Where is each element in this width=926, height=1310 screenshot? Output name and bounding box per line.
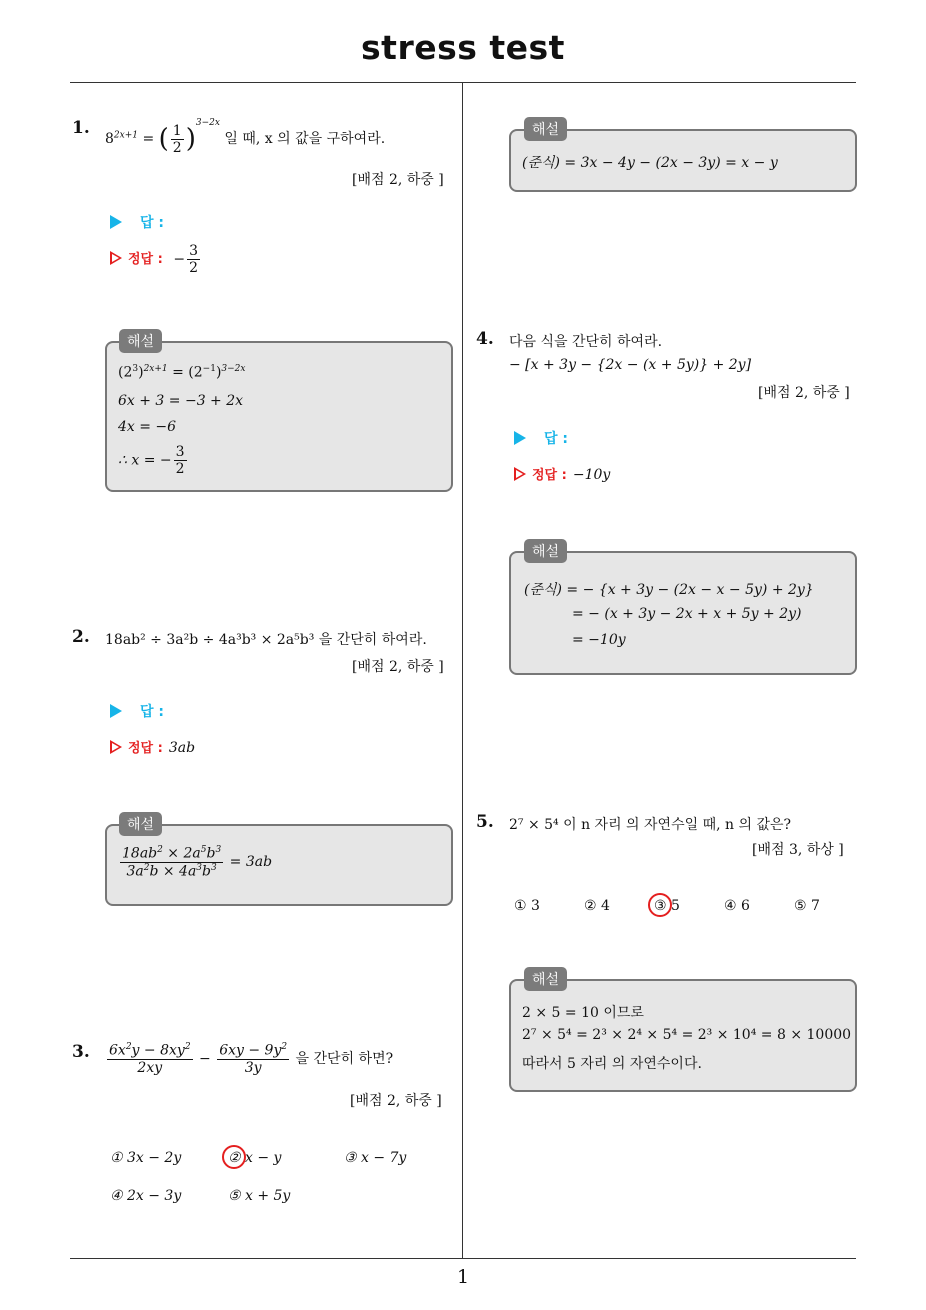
explanation-line: 2⁷ × 5⁴ = 2³ × 2⁴ × 5⁴ = 2³ × 10⁴ = 8 × 10000 bbox=[522, 1027, 852, 1043]
question-text-tail: 을 간단히 하면? bbox=[295, 1050, 394, 1067]
option-2[interactable]: ② x − y bbox=[228, 1150, 282, 1166]
play-icon bbox=[110, 215, 122, 229]
question-meta: [배점 2, 하중 ] bbox=[352, 172, 444, 188]
column-divider bbox=[462, 83, 463, 1259]
question-text: 다음 식을 간단히 하여라. bbox=[509, 334, 663, 350]
explanation-tag: 해설 bbox=[524, 117, 567, 141]
question-number: 2. bbox=[72, 627, 90, 647]
explanation-tag: 해설 bbox=[524, 967, 567, 991]
explanation-line: 6x + 3 = −3 + 2x bbox=[118, 393, 244, 409]
question-meta: [배점 2, 하중 ] bbox=[758, 385, 850, 401]
option-2[interactable]: ② 4 bbox=[584, 898, 610, 914]
option-3[interactable]: ③ 5 bbox=[654, 898, 680, 914]
play-icon bbox=[110, 704, 122, 718]
option-4[interactable]: ④ 2x − 3y bbox=[110, 1188, 182, 1204]
explanation-line: ∴ x = − $\frac{3}{2}$ bbox=[118, 444, 185, 477]
question-meta: [배점 3, 하상 ] bbox=[752, 842, 844, 858]
explanation-tag: 해설 bbox=[524, 539, 567, 563]
question-text: $\frac{6x^2y - 8xy^2}{2xy}$ − $\frac{6xy - 9y^2}{3y}$ 을 간단히 하면? bbox=[109, 1042, 394, 1076]
explanation-line: = −10y bbox=[572, 632, 626, 648]
option-1[interactable]: ① 3 bbox=[514, 898, 540, 914]
question-number: 5. bbox=[476, 812, 494, 832]
hollow-triangle-icon bbox=[514, 467, 526, 481]
page-title: stress test bbox=[361, 28, 565, 67]
selected-answer-circle bbox=[222, 1145, 246, 1169]
question-number: 1. bbox=[72, 118, 90, 138]
correct-answer: 정답 : −10y bbox=[514, 464, 610, 483]
top-rule bbox=[70, 82, 856, 83]
answer-label: 답 : bbox=[110, 212, 164, 232]
play-icon bbox=[514, 431, 526, 445]
explanation-tag: 해설 bbox=[119, 329, 162, 353]
hollow-triangle-icon bbox=[110, 740, 122, 754]
option-3[interactable]: ③ x − 7y bbox=[344, 1150, 407, 1166]
explanation-tag: 해설 bbox=[119, 812, 162, 836]
question-meta: [배점 2, 하중 ] bbox=[352, 659, 444, 675]
explanation-line: $(2^3)^{2x+1} = (2^{-1})^{3-2x}$ bbox=[118, 364, 246, 381]
question-number: 3. bbox=[72, 1042, 90, 1062]
question-text: $8^{2x+1}$ = ( $\frac{1}{2}$ )$^{3-2x}$ 일 때, x 의 값을 구하여라. bbox=[105, 118, 386, 156]
page-number: 1 bbox=[456, 1266, 470, 1288]
question-text: 2⁷ × 5⁴ 이 n 자리 의 자연수일 때, n 의 값은? bbox=[509, 817, 791, 833]
question-number: 4. bbox=[476, 329, 494, 349]
question-text-tail: 일 때, x 의 값을 구하여라. bbox=[224, 131, 386, 147]
option-4[interactable]: ④ 6 bbox=[724, 898, 750, 914]
explanation-line: 따라서 5 자리 의 자연수이다. bbox=[522, 1056, 702, 1072]
explanation-line: 2 × 5 = 10 이므로 bbox=[522, 1005, 644, 1021]
answer-label: 답 : bbox=[110, 701, 164, 721]
answer-label: 답 : bbox=[514, 428, 568, 448]
option-1[interactable]: ① 3x − 2y bbox=[110, 1150, 182, 1166]
option-5[interactable]: ⑤ x + 5y bbox=[228, 1188, 291, 1204]
option-5[interactable]: ⑤ 7 bbox=[794, 898, 820, 914]
question-text: 18ab² ÷ 3a²b ÷ 4a³b³ × 2a⁵b³ 을 간단히 하여라. bbox=[105, 632, 427, 648]
explanation-line: 4x = −6 bbox=[118, 419, 177, 435]
bottom-rule bbox=[70, 1258, 856, 1259]
correct-answer: 정답 : 3ab bbox=[110, 737, 195, 756]
hollow-triangle-icon bbox=[110, 251, 122, 265]
explanation-line: $\frac{18ab^2 \times 2a^5b^3}{3a^2b \times 4a^3b^3}$ = 3ab bbox=[122, 845, 273, 880]
correct-answer: 정답 : − $\frac{3}{2}$ bbox=[110, 243, 202, 276]
question-expression: − [x + 3y − {2x − (x + 5y)} + 2y] bbox=[509, 357, 752, 373]
explanation-line: (준식) = − {x + 3y − (2x − x − 5y) + 2y} bbox=[524, 582, 814, 598]
explanation-line: = − (x + 3y − 2x + x + 5y + 2y) bbox=[572, 606, 802, 622]
selected-answer-circle bbox=[648, 893, 672, 917]
question-meta: [배점 2, 하중 ] bbox=[350, 1093, 442, 1109]
explanation-line: (준식) = 3x − 4y − (2x − 3y) = x − y bbox=[522, 155, 778, 171]
